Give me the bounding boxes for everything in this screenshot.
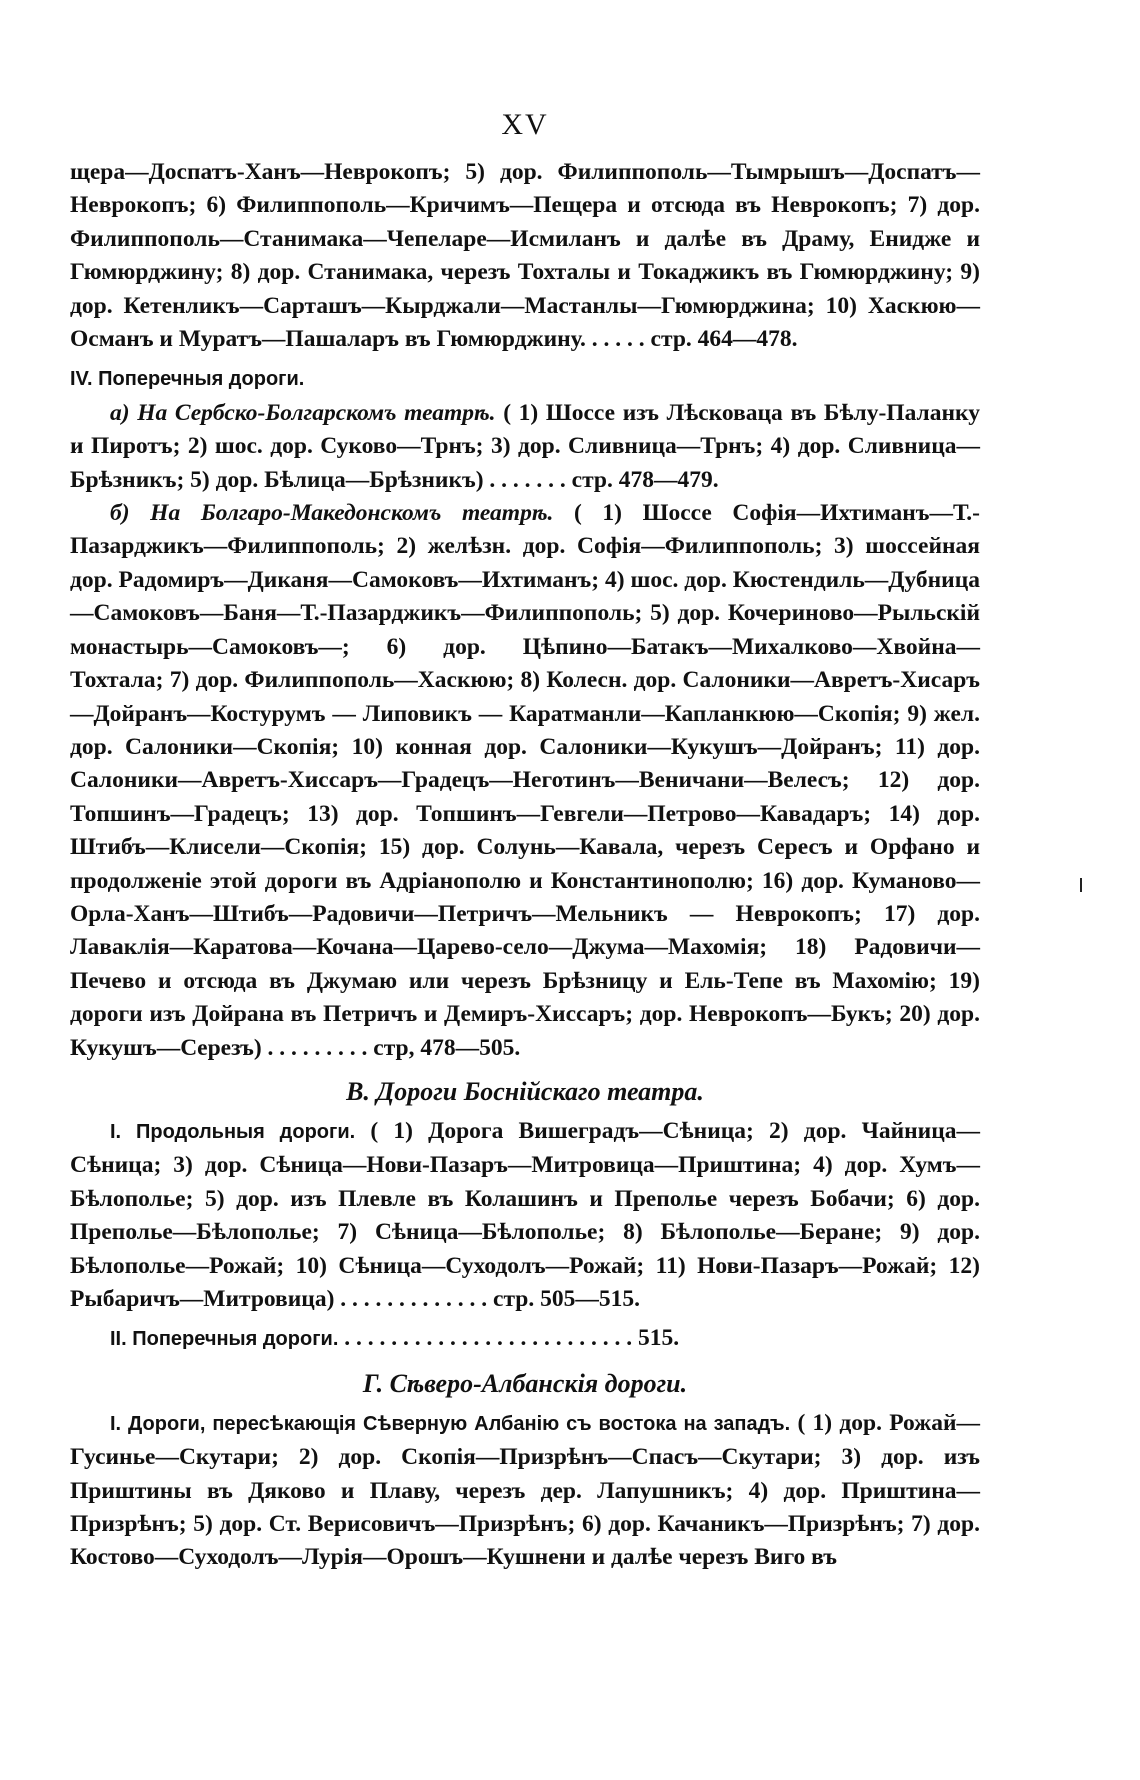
section-v-ii-paragraph: [70, 1322, 980, 1356]
section-iv-b-text: ( 1) Шоссе Софія—Ихтиманъ—Т.-Пазарджикъ—Филиппополь; 2) желѣзн. дор. Софія—Филиппополь; 3) шоссейная дор. Радомиръ—Диканя—Самоковъ—Ихтиманъ; 4) шос. дор. Кюстендиль—Дубница—Самоковъ—Баня—Т.-Пазарджикъ—Филиппополь; 5) дор. Кочериново—Рыльскій монастырь—Самоковъ—; 6) дор. Цѣпино—Батакъ—Михалково—Хвойна—Тохтала; 7) дор. Филиппополь—Хаскюю; 8) Колесн. дор. Салоники—Авретъ-Хисаръ—Дойранъ—Костурумъ — Липовикъ — Каратманли—Капланкюю—Скопія; 9) жел. дор. Салоники—Скопія; 10) конная дор. Салоники—Кукушъ—Дойранъ; 11) дор. Салоники—Авретъ-Хиссаръ—Градецъ—Неготинъ—Веничани—Велесъ; 12) дор. Топшинъ—Градецъ; 13) дор. Топшинъ—Гевгели—Петрово—Кавадаръ; 14) дор. Штибъ—Клисели—Скопія; 15) дор. Солунь—Кавала, черезъ Сересъ и Орфано и продолженіе этой дороги въ Адріанополю и Константинополю; 16) дор. Куманово—Орла-Ханъ—Штибъ—Радовичи—Петричъ—Мельникъ — Неврокопъ; 17) дор. Лаваклія—Каратова—Кочана—Царево-село—Джума—Махомія; 18) Радовичи—Печево и отсюда въ Джумаю или черезъ Брѣзницу и Ель-Тепе въ Махомію; 19) дороги изъ Дойрана въ Петричъ и Демиръ-Хиссаръ; дор. Неврокопъ—Букъ; 20) дор. Кукушъ—Cерезъ) . . . . . . . . . стр, 478—505.: [70, 500, 980, 1061]
section-v-i-heading: I. Продольныя дороги.: [110, 1120, 356, 1143]
section-iv-a-paragraph: [70, 397, 980, 497]
section-iv-a-label: а) На Сербско-Болгарскомъ театрѣ.: [110, 399, 496, 426]
page-number: XV: [501, 108, 549, 141]
section-g-title: Г. Сѣверо-Албанскія дороги.: [362, 1368, 688, 1398]
section-g-i-text: ( 1) дор. Рожай—Гусинье—Скутари; 2) дор. Скопія—Призрѣнъ—Спасъ—Скутари; 3) дор. изъ Приштины въ Дяково и Плаву, черезъ дер. Лапушникъ; 4) дор. Приштина—Призрѣнъ; 5) дор. Ст. Верисовичъ—Призрѣнъ; 6) дор. Качаникъ—Призрѣнъ; 7) дор. Костово—Суходолъ—Лурія—Орошъ—Кушнени и далѣе черезъ Виго въ: [70, 1409, 981, 1571]
continuation-paragraph: щера—Доспатъ-Ханъ—Неврокопъ; 5) дор. Филиппополь—Тымрышъ—Доспатъ—Неврокопъ; 6) Филиппополь—Кричимъ—Пещера и отсюда въ Неврокопъ; 7) дор. Филиппополь—Станимака—Чепеларе—Исмиланъ и далѣе въ Драму, Енидже и Гюмюрджину; 8) дор. Станимака, черезъ Тохталы и Токаджикъ въ Гюмюрджину; 9) дор. Кетенликъ—Сарташъ—Кырджали—Мастанлы—Гюмюрджина; 10) Хаскюю—Османъ и Муратъ—Пашаларъ въ Гюмюрджину. . . . . . стр. 464—478.: [70, 159, 980, 353]
section-g-i-heading: I. Дороги, пересѣкающія Сѣверную Албанію съ востока на западъ.: [110, 1412, 791, 1435]
section-g-i-paragraph: [70, 1407, 980, 1575]
margin-ink-mark: [1080, 878, 1082, 892]
section-v-ii-heading: II. Поперечныя дороги.: [110, 1328, 339, 1351]
section-iv-heading: IV. Поперечныя дороги.: [70, 368, 305, 391]
document-page: [70, 108, 980, 1575]
section-v-i-paragraph: [70, 1115, 980, 1316]
section-iv-a-text: ( 1) Шоссе изъ Лѣсковаца въ Бѣлу-Паланку и Пиротъ; 2) шос. дор. Суково—Трнъ; 3) дор. Сливница—Трнъ; 4) дор. Сливница—Брѣзникъ; 5) дор. Бѣлица—Брѣзникъ) . . . . . . . стр. 478—479.: [70, 399, 980, 493]
section-v-i-text: ( 1) Дорога Вишеградъ—Сѣница; 2) дор. Чайница—Сѣница; 3) дор. Сѣница—Нови-Пазаръ—Митровица—Приштина; 4) дор. Хумъ—Бѣлополье; 5) дор. изъ Плевле въ Колашинъ и Преполье черезъ Бобачи; 6) дор. Преполье—Бѣлополье; 7) Сѣница—Бѣлополье; 8) Бѣлополье—Беране; 9) дор. Бѣлополье—Рожай; 10) Сѣница—Суходолъ—Рожай; 11) Нови-Пазаръ—Рожай; 12) Рыбаричъ—Митровица) . . . . . . . . . . . . . стр. 505—515.: [70, 1117, 980, 1312]
section-iv-heading-line: [70, 362, 980, 396]
section-iv-b-label: б) На Болгаро-Македонскомъ театрѣ.: [110, 500, 554, 527]
section-v-ii-text: . . . . . . . . . . . . . . . . . . . . . . . . . 515.: [338, 1325, 680, 1352]
section-v-title: В. Дороги Боснійскаго театра.: [346, 1076, 704, 1106]
section-iv-b-paragraph: [70, 497, 980, 1065]
